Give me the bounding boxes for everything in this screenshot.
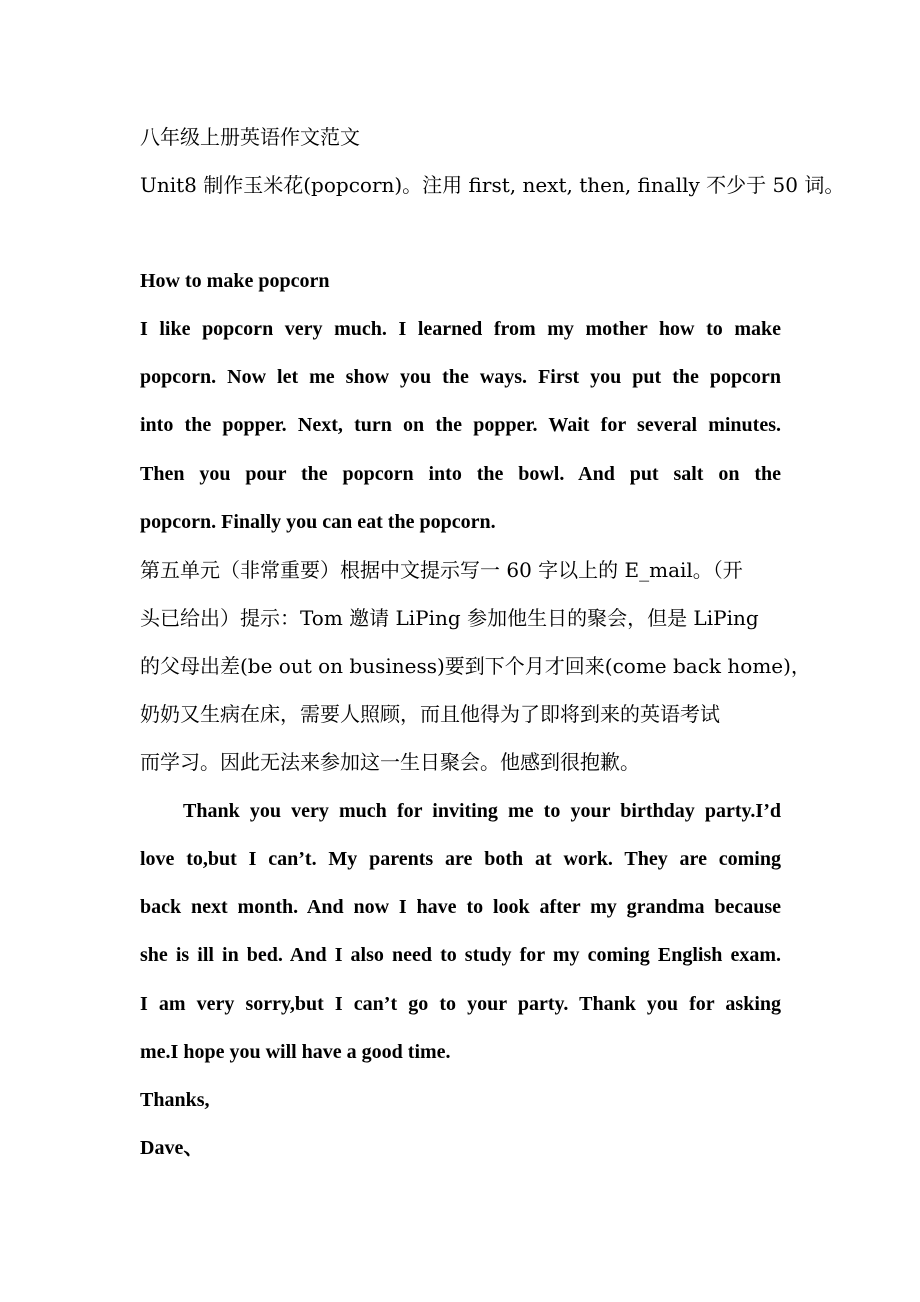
document-title: 八年级上册英语作文范文 [140, 125, 360, 149]
essay2-line: I am very sorry,but I can’t go to your party. Thank you for asking [140, 993, 781, 1015]
essay2-line: Thank you very much for inviting me to your birthday party.I’d [183, 800, 781, 822]
unit5-prompt-line: 头已给出）提示：Tom 邀请 LiPing 参加他生日的聚会，但是 LiPing [140, 606, 759, 630]
essay1-line: Then you pour the popcorn into the bowl. And put salt on the [140, 463, 781, 485]
essay2-signature: Dave、 [140, 1137, 204, 1159]
unit5-prompt-line: 的父母出差(be out on business)要到下个月才回来(come back home)， [140, 654, 811, 678]
essay1-line: I like popcorn very much. I learned from my mother how to make [140, 318, 781, 340]
unit5-prompt-line: 奶奶又生病在床，需要人照顾，而且他得为了即将到来的英语考试 [140, 702, 720, 726]
unit8-prompt: Unit8 制作玉米花(popcorn)。注用 first, next, then, finally 不少于 50 词。 [140, 173, 845, 197]
essay2-line: me.I hope you will have a good time. [140, 1041, 451, 1063]
essay1-title: How to make popcorn [140, 270, 330, 292]
unit5-prompt-line: 而学习。因此无法来参加这一生日聚会。他感到很抱歉。 [140, 750, 640, 774]
unit5-prompt-line: 第五单元（非常重要）根据中文提示写一 60 字以上的 E_mail。（开 [140, 558, 743, 582]
essay2-line: she is ill in bed. And I also need to study for my coming English exam. [140, 944, 781, 966]
essay2-line: love to,but I can’t. My parents are both at work. They are coming [140, 848, 781, 870]
essay1-line: popcorn. Finally you can eat the popcorn. [140, 511, 496, 533]
essay2-closing: Thanks, [140, 1089, 210, 1111]
essay1-line: popcorn. Now let me show you the ways. First you put the popcorn [140, 366, 781, 388]
essay2-line: back next month. And now I have to look after my grandma because [140, 896, 781, 918]
essay1-line: into the popper. Next, turn on the popper. Wait for several minutes. [140, 414, 781, 436]
